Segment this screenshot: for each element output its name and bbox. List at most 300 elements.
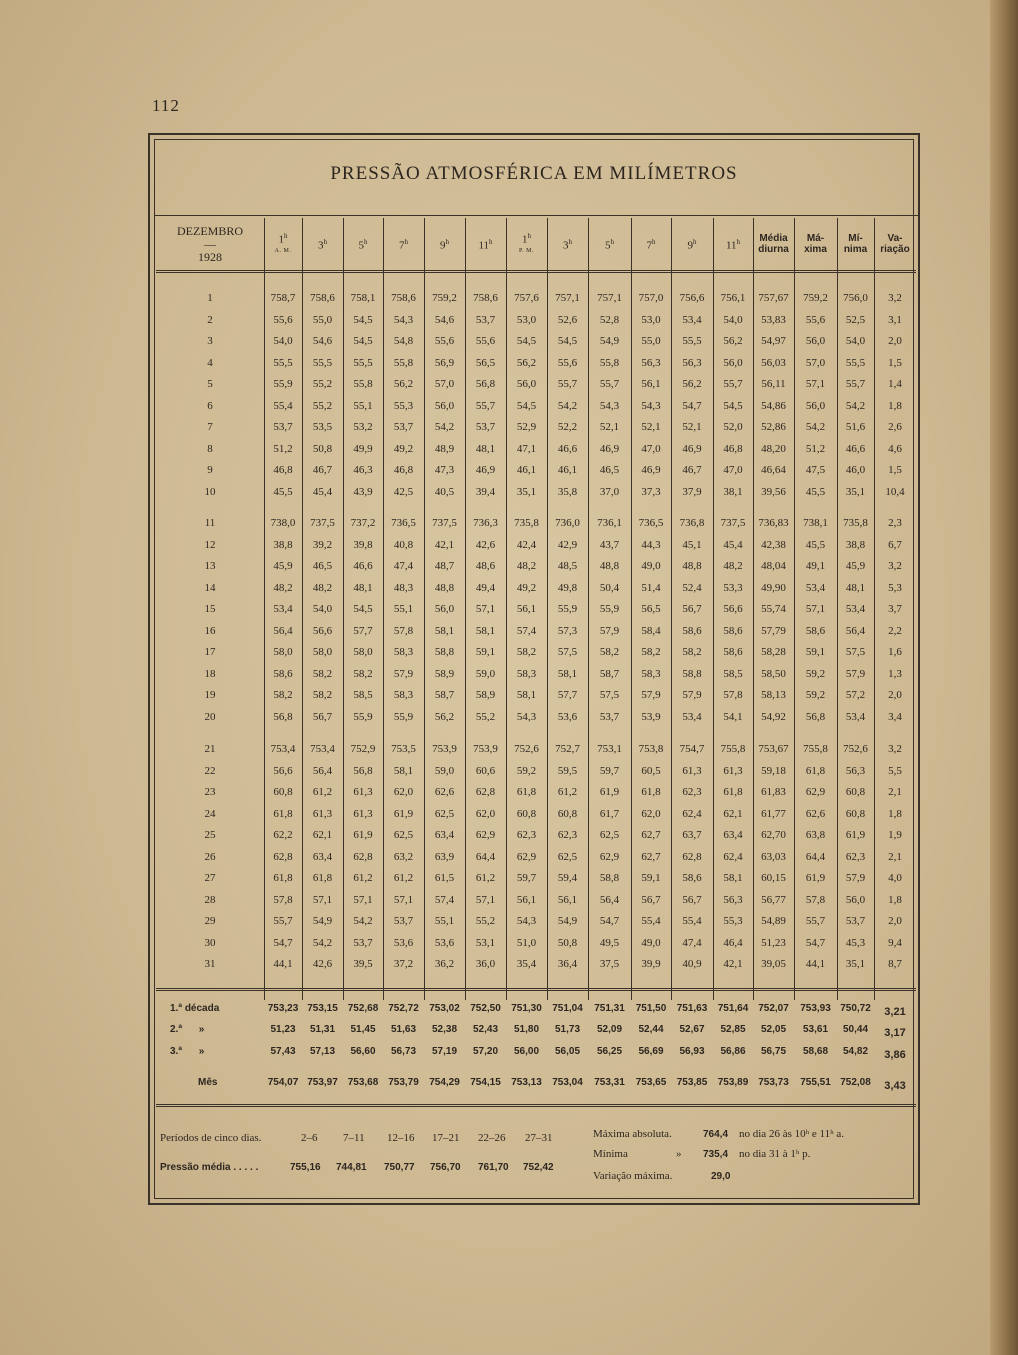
value-cell: 55,8 [353,378,373,390]
value-cell: 37,9 [682,485,702,498]
value-cell: 56,0 [434,603,455,615]
value-cell: 752,6 [514,743,539,755]
table-row [156,846,916,868]
value-cell: 56,3 [723,893,743,906]
table-row [156,620,916,642]
summary-value: 57,19 [431,1046,458,1057]
value-cell: 758,6 [310,292,335,304]
value-cell: 737,2 [350,517,376,529]
table-row [156,309,916,331]
value-cell: 62,4 [723,850,743,863]
summary-value: 3,43 [884,1080,906,1092]
summary-value: 52,67 [679,1024,705,1035]
summary-row [156,1072,916,1094]
day-cell: 19 [204,689,216,701]
value-cell: 56,6 [723,603,743,615]
value-cell: 49,8 [557,581,578,594]
value-cell: 55,0 [641,335,661,347]
value-cell: 58,2 [682,646,702,658]
value-cell: 738,1 [803,517,828,529]
value-cell: 53,6 [393,936,414,949]
summary-value: 3,17 [884,1027,906,1039]
value-cell: 55,9 [599,603,620,615]
value-cell: 56,8 [273,710,293,723]
value-cell: 39,2 [312,538,333,551]
value-cell: 61,2 [557,786,578,798]
value-cell: 40,5 [434,485,455,498]
value-cell: 46,8 [393,464,414,476]
value-cell: 50,8 [312,442,333,455]
summary-value: 51,73 [554,1024,581,1035]
summary-value: 753,65 [635,1077,667,1088]
value-cell: 57,0 [434,378,455,390]
value-cell: 59,0 [475,667,496,680]
value-cell: 4,6 [888,442,902,455]
value-cell: 58,50 [761,667,786,680]
value-cell: 53,4 [273,603,293,615]
value-cell: 55,6 [557,356,578,369]
value-cell: 48,3 [393,581,414,594]
day-cell: 28 [204,893,216,906]
table-row [156,803,916,825]
value-cell: 752,6 [843,743,868,755]
value-cell: 53,1 [475,936,496,949]
value-cell: 753,9 [473,743,498,755]
table-row [156,330,916,352]
value-cell: 56,3 [641,356,661,369]
table-row [156,824,916,846]
value-cell: 2,1 [888,850,902,863]
value-cell: 62,8 [682,850,702,863]
value-cell: 53,0 [516,313,537,326]
value-cell: 62,9 [475,829,496,841]
value-cell: 736,83 [758,517,789,529]
value-cell: 52,1 [641,421,661,433]
value-cell: 54,3 [599,399,620,412]
day-cell: 13 [204,560,216,572]
table-row [156,416,916,438]
value-cell: 61,7 [599,807,620,820]
mean-6: 752,42 [523,1162,554,1173]
mean-3: 750,77 [384,1162,415,1173]
summary-value: 753,15 [307,1003,338,1014]
value-cell: 58,2 [273,689,293,701]
table-row [156,481,916,503]
value-cell: 58,1 [723,872,743,884]
hour-header [383,218,424,270]
value-cell: 46,8 [723,442,743,455]
summary-value: 753,04 [552,1077,583,1088]
value-cell: 45,3 [845,936,866,949]
value-cell: 53,4 [682,313,702,326]
value-cell: 54,5 [723,399,743,412]
value-cell: 62,1 [723,807,743,820]
summary-value: 52,09 [596,1024,623,1035]
summary-value: 52,05 [760,1024,787,1035]
table-row [156,287,916,309]
summary-label: Mês [198,1077,218,1088]
value-cell: 758,7 [270,292,296,304]
value-cell: 736,0 [555,517,580,529]
table-row [156,577,916,599]
hour-label: 5$^h$ [605,237,614,252]
value-cell: 55,2 [475,710,496,723]
value-cell: 58,3 [393,689,414,701]
value-cell: 48,20 [761,442,786,455]
summary-value: 750,72 [840,1003,871,1014]
table-row [156,395,916,417]
value-cell: 58,8 [682,667,702,680]
summary-value: 56,86 [720,1046,746,1057]
value-cell: 46,6 [845,442,866,455]
value-cell: 57,5 [845,646,866,658]
day-cell: 25 [204,829,216,841]
value-cell: 54,3 [516,710,537,723]
value-cell: 54,5 [516,399,537,412]
value-cell: 47,4 [393,560,414,572]
value-cell: 57,1 [475,603,496,615]
value-cell: 44,1 [273,958,293,970]
value-cell: 56,1 [557,893,578,906]
value-cell: 57,9 [682,689,702,701]
value-cell: 54,2 [805,421,826,433]
table-row [156,438,916,460]
value-cell: 61,9 [805,872,826,884]
value-cell: 42,6 [475,538,496,551]
value-cell: 62,9 [805,786,826,798]
value-cell: 60,8 [845,786,866,798]
value-cell: 37,5 [599,958,620,970]
value-cell: 62,4 [682,807,702,820]
stat-label-line1: Mí- [848,233,863,244]
value-cell: 62,5 [434,807,455,820]
year-label: 1928 [198,249,222,264]
summary-value: 753,73 [758,1077,789,1088]
value-cell: 63,2 [393,850,414,863]
value-cell: 753,67 [758,743,789,755]
value-cell: 48,04 [761,560,786,572]
value-cell: 56,1 [516,603,537,615]
value-cell: 55,7 [723,378,743,390]
value-cell: 36,2 [434,958,455,970]
day-cell: 5 [207,378,213,390]
value-cell: 46,6 [557,442,578,455]
stat-header [837,218,874,270]
value-cell: 62,0 [393,786,414,798]
stat-header [874,218,916,270]
value-cell: 62,0 [641,807,661,820]
table-row [156,932,916,954]
summary-value: 752,72 [388,1003,419,1014]
value-cell: 54,86 [761,399,786,412]
value-cell: 45,5 [805,485,826,498]
value-cell: 37,0 [599,485,620,498]
day-cell: 9 [207,464,213,476]
value-cell: 62,5 [599,829,620,841]
value-cell: 61,3 [353,807,373,820]
value-cell: 51,2 [805,442,826,455]
value-cell: 42,6 [312,958,333,970]
value-cell: 55,3 [393,399,414,412]
stat-header [753,218,794,270]
value-cell: 42,38 [761,538,786,551]
value-cell: 62,7 [641,829,661,841]
value-cell: 53,7 [393,421,414,433]
value-cell: 58,3 [393,646,414,658]
value-cell: 58,6 [723,646,743,658]
value-cell: 54,9 [312,915,333,927]
value-cell: 53,6 [434,936,455,949]
value-cell: 55,1 [393,603,414,615]
value-cell: 55,7 [805,915,826,927]
hour-header [424,218,465,270]
hour-header [713,218,753,270]
summary-value: 51,45 [350,1024,376,1035]
value-cell: 1,3 [888,667,902,680]
value-cell: 46,9 [682,442,702,455]
value-cell: 63,4 [723,829,743,841]
value-cell: 38,8 [273,538,293,551]
value-cell: 48,1 [475,442,496,455]
summary-value: 754,29 [429,1077,460,1088]
summary-value: 56,73 [390,1046,417,1057]
value-cell: 48,2 [723,560,743,572]
value-cell: 754,7 [679,743,705,755]
value-cell: 61,8 [641,786,661,798]
value-cell: 58,6 [682,872,702,884]
summary-value: 753,68 [347,1077,379,1088]
value-cell: 56,2 [682,378,702,390]
value-cell: 57,5 [557,646,578,658]
summary-value: 752,68 [347,1003,379,1014]
period-3: 12–16 [387,1132,415,1144]
day-cell: 20 [204,710,216,723]
table-row [156,684,916,706]
value-cell: 756,1 [720,292,746,304]
value-cell: 49,2 [516,581,537,594]
value-cell: 61,8 [312,872,333,884]
value-cell: 53,7 [273,421,293,433]
summary-value: 52,44 [638,1024,664,1035]
value-cell: 53,7 [475,421,496,433]
summary-value: 51,31 [309,1024,336,1035]
value-cell: 61,5 [434,872,455,884]
value-cell: 56,0 [723,356,743,369]
value-cell: 3,4 [888,710,902,723]
hour-header [302,218,343,270]
value-cell: 42,5 [393,485,414,498]
day-cell: 31 [204,958,216,970]
value-cell: 48,5 [557,560,578,572]
value-cell: 753,1 [597,743,622,755]
summary-value: 52,38 [431,1024,458,1035]
value-cell: 58,7 [599,667,620,680]
value-cell: 48,1 [845,581,866,594]
value-cell: 756,0 [843,292,868,304]
summary-value: 753,79 [388,1077,419,1088]
value-cell: 57,1 [805,603,826,615]
value-cell: 45,9 [845,560,866,572]
day-cell: 22 [204,764,216,777]
value-cell: 56,7 [312,710,333,723]
value-cell: 56,8 [353,764,373,777]
value-cell: 56,4 [599,893,620,906]
summary-value: 54,82 [842,1046,869,1057]
stat-label-line2: xima [804,244,827,255]
value-cell: 55,4 [641,915,661,927]
value-cell: 52,5 [845,313,866,326]
value-cell: 52,9 [516,421,537,433]
value-cell: 58,3 [516,667,537,680]
value-cell: 56,0 [845,893,866,906]
value-cell: 55,9 [557,603,578,615]
value-cell: 61,3 [723,764,743,777]
value-cell: 47,0 [723,464,743,476]
value-cell: 55,7 [557,378,578,390]
summary-value: 56,75 [760,1046,787,1057]
value-cell: 56,7 [682,893,702,906]
hour-label: 1$^h$ [522,232,531,246]
value-cell: 51,4 [641,581,661,594]
value-cell: 56,7 [641,893,661,906]
summary-value: 751,63 [676,1003,708,1014]
hour-label: 9$^h$ [440,237,449,252]
value-cell: 59,18 [761,764,786,777]
value-cell: 56,3 [682,356,702,369]
value-cell: 46,8 [273,464,293,476]
value-cell: 50,4 [599,581,620,594]
day-cell: 15 [204,603,216,615]
value-cell: 48,6 [475,560,496,572]
value-cell: 61,9 [845,829,866,841]
value-cell: 38,8 [845,538,866,551]
value-cell: 1,8 [888,399,902,412]
value-cell: 61,2 [393,872,414,884]
value-cell: 61,9 [393,807,414,820]
value-cell: 46,9 [599,442,620,455]
value-cell: 58,2 [641,646,661,658]
value-cell: 44,1 [805,958,826,970]
value-cell: 56,2 [516,356,537,369]
value-cell: 60,8 [557,807,578,820]
day-cell: 4 [207,356,213,369]
absolute-min-value: 735,4 [703,1149,729,1160]
value-cell: 52,4 [682,581,702,594]
value-cell: 753,8 [638,743,664,755]
hour-label: 3$^h$ [318,237,327,252]
value-cell: 55,5 [312,356,333,369]
value-cell: 55,1 [353,399,373,412]
summary-value: 755,51 [800,1077,831,1088]
value-cell: 6,7 [888,538,902,551]
value-cell: 55,7 [599,378,620,390]
value-cell: 53,0 [641,313,661,326]
mean-pressure-label: Pressão média . . . . . [160,1162,259,1173]
absolute-max-text: no dia 26 às 10ʰ e 11ʰ a. [739,1128,845,1140]
value-cell: 54,0 [845,335,866,347]
value-cell: 5,3 [888,581,902,594]
value-cell: 736,8 [679,517,705,529]
day-cell: 2 [207,313,213,326]
day-cell: 3 [207,335,213,347]
value-cell: 56,4 [312,764,333,777]
value-cell: 63,7 [682,829,702,841]
stat-label-line1: Má- [806,233,825,244]
summary-value: 751,64 [717,1003,749,1014]
value-cell: 35,1 [845,958,866,970]
day-cell: 24 [204,807,216,820]
value-cell: 57,9 [845,872,866,884]
value-cell: 57,8 [273,893,293,906]
value-cell: 54,0 [312,603,333,615]
value-cell: 55,9 [353,710,373,723]
summary-value: 753,89 [717,1077,749,1088]
value-cell: 54,7 [682,399,702,412]
table-row [156,706,916,728]
value-cell: 58,9 [434,667,455,680]
day-cell: 27 [204,872,216,884]
value-cell: 62,8 [353,850,373,863]
value-cell: 1,8 [888,807,902,820]
stat-label-line1: Va- [887,233,903,244]
value-cell: 53,7 [353,936,373,949]
table-row [156,867,916,889]
value-cell: 62,0 [475,807,496,820]
summary-value: 751,30 [511,1003,542,1014]
summary-value: 52,43 [472,1024,499,1035]
value-cell: 56,1 [516,893,537,906]
value-cell: 53,7 [393,915,414,927]
value-cell: 52,2 [557,421,578,433]
summary-value: 52,85 [720,1024,746,1035]
value-cell: 2,0 [888,915,902,927]
value-cell: 53,7 [475,313,496,326]
value-cell: 54,5 [353,603,373,615]
value-cell: 54,3 [516,915,537,927]
summary-row [156,1019,916,1041]
period-2: 7–11 [343,1132,365,1144]
value-cell: 57,9 [599,624,620,637]
value-cell: 61,9 [353,829,373,841]
value-cell: 57,3 [557,624,578,637]
value-cell: 55,5 [682,335,702,347]
value-cell: 48,8 [434,581,455,594]
value-cell: 54,2 [434,421,455,433]
day-cell: 11 [204,517,216,529]
summary-value: 58,68 [802,1046,829,1057]
value-cell: 736,5 [638,517,664,529]
value-cell: 757,67 [758,292,789,304]
value-cell: 46,5 [599,464,620,476]
value-cell: 56,2 [723,335,743,347]
value-cell: 56,11 [761,378,786,390]
stat-label-line2: diurna [758,244,789,255]
summary-value: 50,44 [842,1024,869,1035]
summary-value: 753,13 [511,1077,542,1088]
value-cell: 54,2 [557,399,578,412]
stat-label-line2: nima [843,244,868,255]
value-cell: 63,8 [805,829,826,841]
stat-label-line2: riação [880,244,910,255]
value-cell: 54,7 [273,936,293,949]
value-cell: 55,0 [312,313,333,326]
value-cell: 58,13 [761,689,786,701]
value-cell: 57,1 [805,378,826,390]
value-cell: 61,8 [516,786,537,798]
value-cell: 58,0 [273,646,293,658]
value-cell: 45,5 [805,538,826,551]
value-cell: 48,8 [599,560,620,572]
